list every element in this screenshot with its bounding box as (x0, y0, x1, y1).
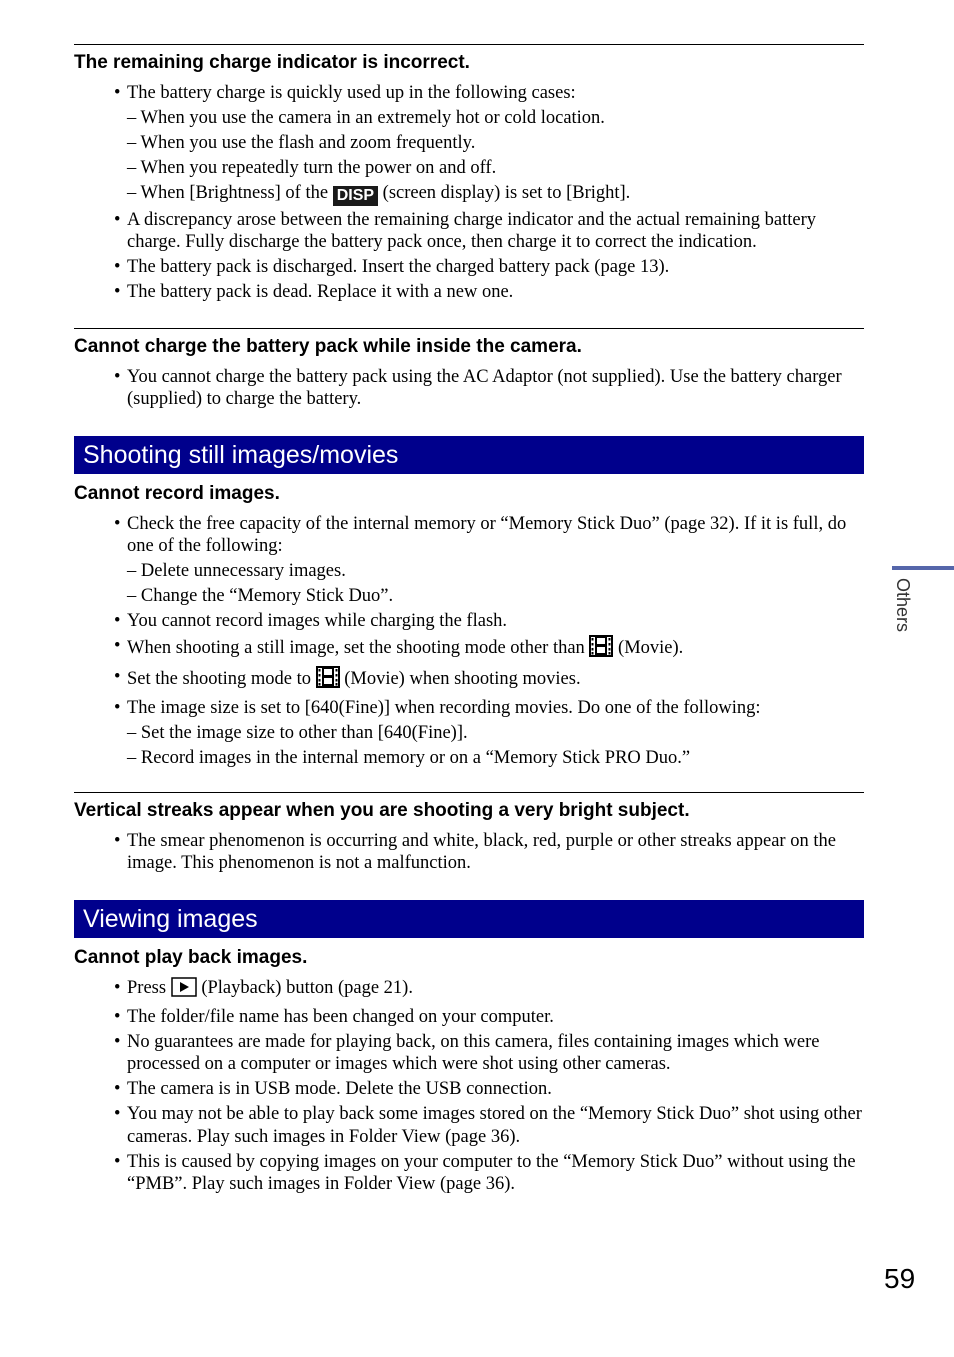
question-heading: Vertical streaks appear when you are shooting a very bright subject. (74, 799, 690, 821)
answer-list (114, 513, 864, 770)
movie-icon (589, 635, 613, 664)
text-fragment: (Playback) button (page 21). (201, 977, 413, 998)
list-item: • The folder/file name has been changed on your computer. (114, 1006, 864, 1029)
section-divider (74, 44, 864, 45)
answer-list (114, 830, 864, 875)
section-banner: Viewing images (74, 900, 864, 938)
playback-icon (171, 977, 197, 1004)
text-fragment: (screen display) is set to [Bright]. (382, 183, 631, 203)
answer-list (114, 82, 864, 304)
list-item: • A discrepancy arose between the remaining charge indicator and the actual remaining battery charge. Fully discharge the battery pack once, then charge it to correct the indication. (114, 209, 864, 254)
disp-icon: DISP (333, 186, 378, 206)
sub-list-item: – When you repeatedly turn the power on and off. (127, 158, 497, 178)
list-item: • The smear phenomenon is occurring and white, black, red, purple or other streaks appear on the image. This phenomenon is not a malfunction. (114, 830, 864, 875)
list-item: • The battery pack is discharged. Insert the charged battery pack (page 13). (114, 256, 864, 279)
answer-list (114, 977, 864, 1196)
list-item: • No guarantees are made for playing back, on this camera, files containing images which were processed on a computer or images which were shot using other cameras. (114, 1031, 864, 1076)
sub-list-item: – When you use the camera in an extremely hot or cold location. (127, 108, 605, 128)
section-divider (74, 792, 864, 793)
list-item: • You cannot record images while charging the flash. (114, 610, 864, 633)
list-item: • The camera is in USB mode. Delete the USB connection. (114, 1078, 864, 1101)
sub-list-item (114, 182, 864, 206)
side-tab-marker (892, 566, 954, 570)
section-divider (74, 328, 864, 329)
page-number: 59 (884, 1263, 916, 1294)
text-fragment: (Movie) when shooting movies. (344, 669, 581, 689)
sub-list-item: – When you use the flash and zoom frequently. (127, 133, 476, 153)
text-fragment: (Movie). (618, 638, 684, 658)
list-item: • This is caused by copying images on your computer to the “Memory Stick Duo” without using the “PMB”. Play such images in Folder View (page 36). (114, 1151, 864, 1196)
question-heading: Cannot charge the battery pack while inside the camera. (74, 335, 582, 357)
sub-list-item: – Delete unnecessary images. (127, 561, 346, 581)
text-fragment: – When [Brightness] of the (127, 183, 329, 203)
question-heading: The remaining charge indicator is incorrect. (74, 52, 470, 73)
sub-list-item: – Set the image size to other than [640(Fine)]. (127, 723, 468, 743)
list-item (114, 666, 864, 695)
list-item: • The battery pack is dead. Replace it with a new one. (114, 281, 864, 304)
sub-list-item: – Record images in the internal memory or on a “Memory Stick PRO Duo.” (127, 748, 691, 768)
list-item (114, 635, 864, 664)
text-fragment: Set the shooting mode to (127, 669, 311, 689)
list-item: • You cannot charge the battery pack using the AC Adaptor (not supplied). Use the battery charger (supplied) to charge the battery. (114, 366, 864, 411)
list-item: • The battery charge is quickly used up in the following cases: (114, 82, 864, 105)
text-fragment: Press (127, 977, 167, 998)
movie-icon (316, 666, 340, 695)
text-fragment: When shooting a still image, set the shooting mode other than (127, 638, 585, 658)
list-item: • You may not be able to play back some images stored on the “Memory Stick Duo” shot using other cameras. Play such images in Folder View (page 36). (114, 1103, 864, 1148)
sub-list-item: – Change the “Memory Stick Duo”. (127, 586, 394, 606)
list-item: • Check the free capacity of the internal memory or “Memory Stick Duo” (page 32). If it is full, do one of the following: (114, 513, 864, 558)
side-tab-label: Others (893, 578, 913, 633)
question-heading: Cannot play back images. (74, 946, 308, 968)
question-heading: Cannot record images. (74, 482, 280, 504)
page-content (74, 44, 864, 1198)
list-item (114, 977, 864, 1004)
section-banner: Shooting still images/movies (74, 436, 864, 474)
answer-list (114, 366, 864, 411)
list-item: • The image size is set to [640(Fine)] when recording movies. Do one of the following: (114, 697, 864, 720)
